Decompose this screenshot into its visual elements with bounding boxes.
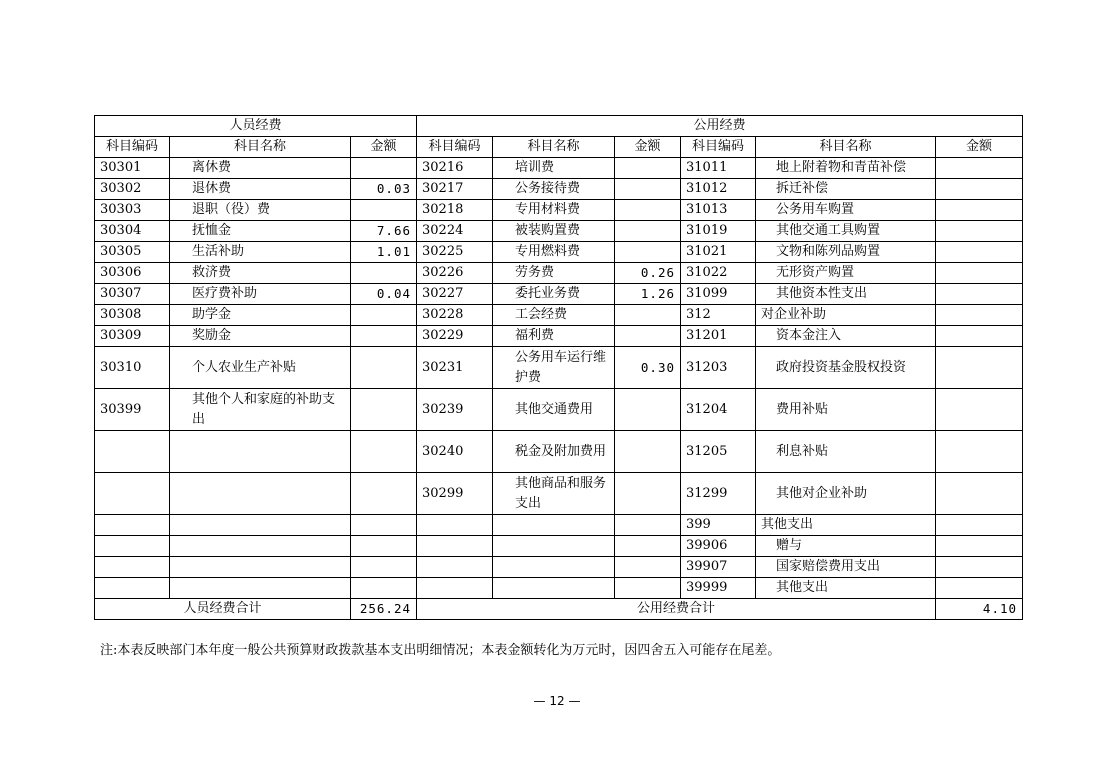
public-left-amount-cell [615, 179, 681, 200]
public-group-header: 公用经费 [417, 116, 1023, 137]
public-left-name-cell: 被装购置费 [493, 221, 615, 242]
personnel-code-cell: 30302 [95, 179, 170, 200]
personnel-amount-cell: 7.66 [351, 221, 417, 242]
public-right-name-cell: 其他支出 [756, 578, 936, 599]
public-right-code-cell: 31203 [681, 347, 756, 389]
public-right-amount-cell [936, 536, 1023, 557]
personnel-amount-cell [351, 347, 417, 389]
public-right-amount-cell [936, 326, 1023, 347]
empty-cell [493, 557, 615, 578]
table-row [95, 200, 1023, 221]
empty-cell [351, 536, 417, 557]
personnel-name-cell: 退休费 [170, 179, 351, 200]
personnel-code-cell: 30306 [95, 263, 170, 284]
empty-cell [417, 578, 493, 599]
public-left-amount-cell: 0.30 [615, 347, 681, 389]
public-right-code-cell: 39906 [681, 536, 756, 557]
table-row [95, 179, 1023, 200]
public-right-name-cell: 其他支出 [756, 515, 936, 536]
personnel-amount-cell [351, 200, 417, 221]
public-right-code-cell: 31022 [681, 263, 756, 284]
column-header-row [95, 137, 1023, 158]
public-left-code-cell: 30224 [417, 221, 493, 242]
empty-cell [95, 578, 170, 599]
empty-cell [170, 515, 351, 536]
public-right-code-cell: 31013 [681, 200, 756, 221]
personnel-code-cell: 30301 [95, 158, 170, 179]
empty-cell [615, 557, 681, 578]
public-right-code-cell: 31205 [681, 431, 756, 473]
table-row [95, 284, 1023, 305]
table-footnote: 注:本表反映部门本年度一般公共预算财政拨款基本支出明细情况；本表金额转化为万元时，因四舍五入可能存在尾差。 [100, 643, 781, 658]
public-right-amount-cell [936, 473, 1023, 515]
public-right-code-cell: 31204 [681, 389, 756, 431]
public-right-name-cell: 其他资本性支出 [756, 284, 936, 305]
table-row [95, 557, 1023, 578]
public-left-name-cell: 培训费 [493, 158, 615, 179]
public-right-code-cell: 312 [681, 305, 756, 326]
public-left-amount-cell [615, 200, 681, 221]
personnel-amount-cell [351, 158, 417, 179]
empty-cell [351, 515, 417, 536]
public-right-code-cell: 31021 [681, 242, 756, 263]
personnel-name-cell: 抚恤金 [170, 221, 351, 242]
empty-cell [615, 515, 681, 536]
public-right-name-cell: 地上附着物和青苗补偿 [756, 158, 936, 179]
personnel-name-cell: 生活补助 [170, 242, 351, 263]
public-right-code-cell: 31201 [681, 326, 756, 347]
public-right-code-cell: 31299 [681, 473, 756, 515]
empty-cell [170, 431, 351, 473]
public-left-name-cell: 公务用车运行维护费 [493, 347, 615, 389]
col-header-code: 科目编码 [95, 137, 170, 158]
empty-cell [615, 536, 681, 557]
personnel-amount-cell [351, 326, 417, 347]
public-left-code-cell: 30229 [417, 326, 493, 347]
public-left-name-cell: 税金及附加费用 [493, 431, 615, 473]
col-header-name: 科目名称 [170, 137, 351, 158]
public-left-amount-cell [615, 305, 681, 326]
col-header-amount: 金额 [351, 137, 417, 158]
empty-cell [95, 473, 170, 515]
public-right-name-cell: 资本金注入 [756, 326, 936, 347]
personnel-amount-cell [351, 389, 417, 431]
personnel-code-cell: 30305 [95, 242, 170, 263]
public-left-name-cell: 专用材料费 [493, 200, 615, 221]
public-right-code-cell: 399 [681, 515, 756, 536]
col-header-name: 科目名称 [756, 137, 936, 158]
table-row [95, 305, 1023, 326]
empty-cell [493, 536, 615, 557]
public-right-amount-cell [936, 263, 1023, 284]
empty-cell [351, 578, 417, 599]
public-left-name-cell: 公务接待费 [493, 179, 615, 200]
public-left-name-cell: 其他交通费用 [493, 389, 615, 431]
personnel-total-label: 人员经费合计 [95, 599, 351, 620]
public-left-code-cell: 30227 [417, 284, 493, 305]
personnel-amount-cell: 0.03 [351, 179, 417, 200]
personnel-name-cell: 其他个人和家庭的补助支出 [170, 389, 351, 431]
col-header-amount: 金额 [615, 137, 681, 158]
public-right-name-cell: 无形资产购置 [756, 263, 936, 284]
empty-cell [170, 578, 351, 599]
public-right-name-cell: 国家赔偿费用支出 [756, 557, 936, 578]
public-right-amount-cell [936, 431, 1023, 473]
personnel-name-cell: 退职（役）费 [170, 200, 351, 221]
personnel-name-cell: 医疗费补助 [170, 284, 351, 305]
public-right-amount-cell [936, 242, 1023, 263]
table-row [95, 326, 1023, 347]
public-right-code-cell: 31011 [681, 158, 756, 179]
empty-cell [351, 473, 417, 515]
personnel-amount-cell: 1.01 [351, 242, 417, 263]
table-row [95, 515, 1023, 536]
public-right-amount-cell [936, 347, 1023, 389]
empty-cell [351, 557, 417, 578]
public-right-amount-cell [936, 158, 1023, 179]
public-left-amount-cell [615, 473, 681, 515]
public-left-code-cell: 30228 [417, 305, 493, 326]
public-left-code-cell: 30240 [417, 431, 493, 473]
public-right-amount-cell [936, 221, 1023, 242]
col-header-code: 科目编码 [417, 137, 493, 158]
empty-cell [170, 473, 351, 515]
public-left-code-cell: 30231 [417, 347, 493, 389]
table-row [95, 536, 1023, 557]
public-total-label: 公用经费合计 [417, 599, 936, 620]
public-left-amount-cell [615, 158, 681, 179]
totals-row [95, 599, 1023, 620]
public-left-name-cell: 工会经费 [493, 305, 615, 326]
personnel-amount-cell [351, 305, 417, 326]
public-right-amount-cell [936, 284, 1023, 305]
public-right-name-cell: 其他交通工具购置 [756, 221, 936, 242]
public-right-amount-cell [936, 305, 1023, 326]
public-left-code-cell: 30216 [417, 158, 493, 179]
personnel-code-cell: 30303 [95, 200, 170, 221]
table-row [95, 578, 1023, 599]
personnel-name-cell: 救济费 [170, 263, 351, 284]
public-right-amount-cell [936, 578, 1023, 599]
empty-cell [493, 515, 615, 536]
public-left-name-cell: 其他商品和服务支出 [493, 473, 615, 515]
public-left-amount-cell: 1.26 [615, 284, 681, 305]
public-left-amount-cell [615, 242, 681, 263]
expenditure-detail-table [94, 115, 1023, 620]
table-row [95, 242, 1023, 263]
public-right-name-cell: 拆迁补偿 [756, 179, 936, 200]
public-right-name-cell: 利息补贴 [756, 431, 936, 473]
personnel-code-cell: 30308 [95, 305, 170, 326]
public-right-amount-cell [936, 200, 1023, 221]
empty-cell [95, 431, 170, 473]
table-row [95, 431, 1023, 473]
personnel-name-cell: 个人农业生产补贴 [170, 347, 351, 389]
public-right-amount-cell [936, 389, 1023, 431]
public-left-code-cell: 30217 [417, 179, 493, 200]
public-right-name-cell: 文物和陈列品购置 [756, 242, 936, 263]
public-left-amount-cell [615, 221, 681, 242]
personnel-code-cell: 30307 [95, 284, 170, 305]
public-left-code-cell: 30226 [417, 263, 493, 284]
public-right-name-cell: 政府投资基金股权投资 [756, 347, 936, 389]
table-row [95, 158, 1023, 179]
public-right-amount-cell [936, 179, 1023, 200]
public-left-amount-cell [615, 431, 681, 473]
empty-cell [170, 536, 351, 557]
public-left-amount-cell [615, 389, 681, 431]
public-right-code-cell: 31099 [681, 284, 756, 305]
public-right-name-cell: 费用补贴 [756, 389, 936, 431]
table-row [95, 389, 1023, 431]
personnel-amount-cell [351, 263, 417, 284]
empty-cell [615, 578, 681, 599]
table-row [95, 473, 1023, 515]
page-number: — 12 — [533, 694, 581, 708]
public-left-code-cell: 30225 [417, 242, 493, 263]
public-left-name-cell: 福利费 [493, 326, 615, 347]
personnel-code-cell: 30399 [95, 389, 170, 431]
empty-cell [351, 431, 417, 473]
empty-cell [95, 515, 170, 536]
group-header-row [95, 116, 1023, 137]
public-right-name-cell: 对企业补助 [756, 305, 936, 326]
public-right-code-cell: 39907 [681, 557, 756, 578]
empty-cell [417, 557, 493, 578]
personnel-total-amount: 256.24 [351, 599, 417, 620]
public-left-code-cell: 30218 [417, 200, 493, 221]
personnel-code-cell: 30309 [95, 326, 170, 347]
public-left-name-cell: 委托业务费 [493, 284, 615, 305]
public-left-amount-cell: 0.26 [615, 263, 681, 284]
empty-cell [493, 578, 615, 599]
empty-cell [417, 515, 493, 536]
public-right-name-cell: 其他对企业补助 [756, 473, 936, 515]
public-total-amount: 4.10 [936, 599, 1023, 620]
public-right-name-cell: 公务用车购置 [756, 200, 936, 221]
personnel-name-cell: 奖励金 [170, 326, 351, 347]
empty-cell [417, 536, 493, 557]
public-left-name-cell: 专用燃料费 [493, 242, 615, 263]
personnel-group-header: 人员经费 [95, 116, 417, 137]
personnel-code-cell: 30304 [95, 221, 170, 242]
table-row [95, 263, 1023, 284]
public-right-code-cell: 31019 [681, 221, 756, 242]
public-right-code-cell: 31012 [681, 179, 756, 200]
personnel-name-cell: 离休费 [170, 158, 351, 179]
empty-cell [95, 557, 170, 578]
empty-cell [95, 536, 170, 557]
public-right-amount-cell [936, 515, 1023, 536]
col-header-amount: 金额 [936, 137, 1023, 158]
table-row [95, 221, 1023, 242]
public-right-amount-cell [936, 557, 1023, 578]
public-left-code-cell: 30299 [417, 473, 493, 515]
empty-cell [170, 557, 351, 578]
personnel-name-cell: 助学金 [170, 305, 351, 326]
col-header-code: 科目编码 [681, 137, 756, 158]
public-left-amount-cell [615, 326, 681, 347]
public-left-name-cell: 劳务费 [493, 263, 615, 284]
public-right-name-cell: 赠与 [756, 536, 936, 557]
personnel-amount-cell: 0.04 [351, 284, 417, 305]
col-header-name: 科目名称 [493, 137, 615, 158]
public-right-code-cell: 39999 [681, 578, 756, 599]
public-left-code-cell: 30239 [417, 389, 493, 431]
personnel-code-cell: 30310 [95, 347, 170, 389]
table-row [95, 347, 1023, 389]
